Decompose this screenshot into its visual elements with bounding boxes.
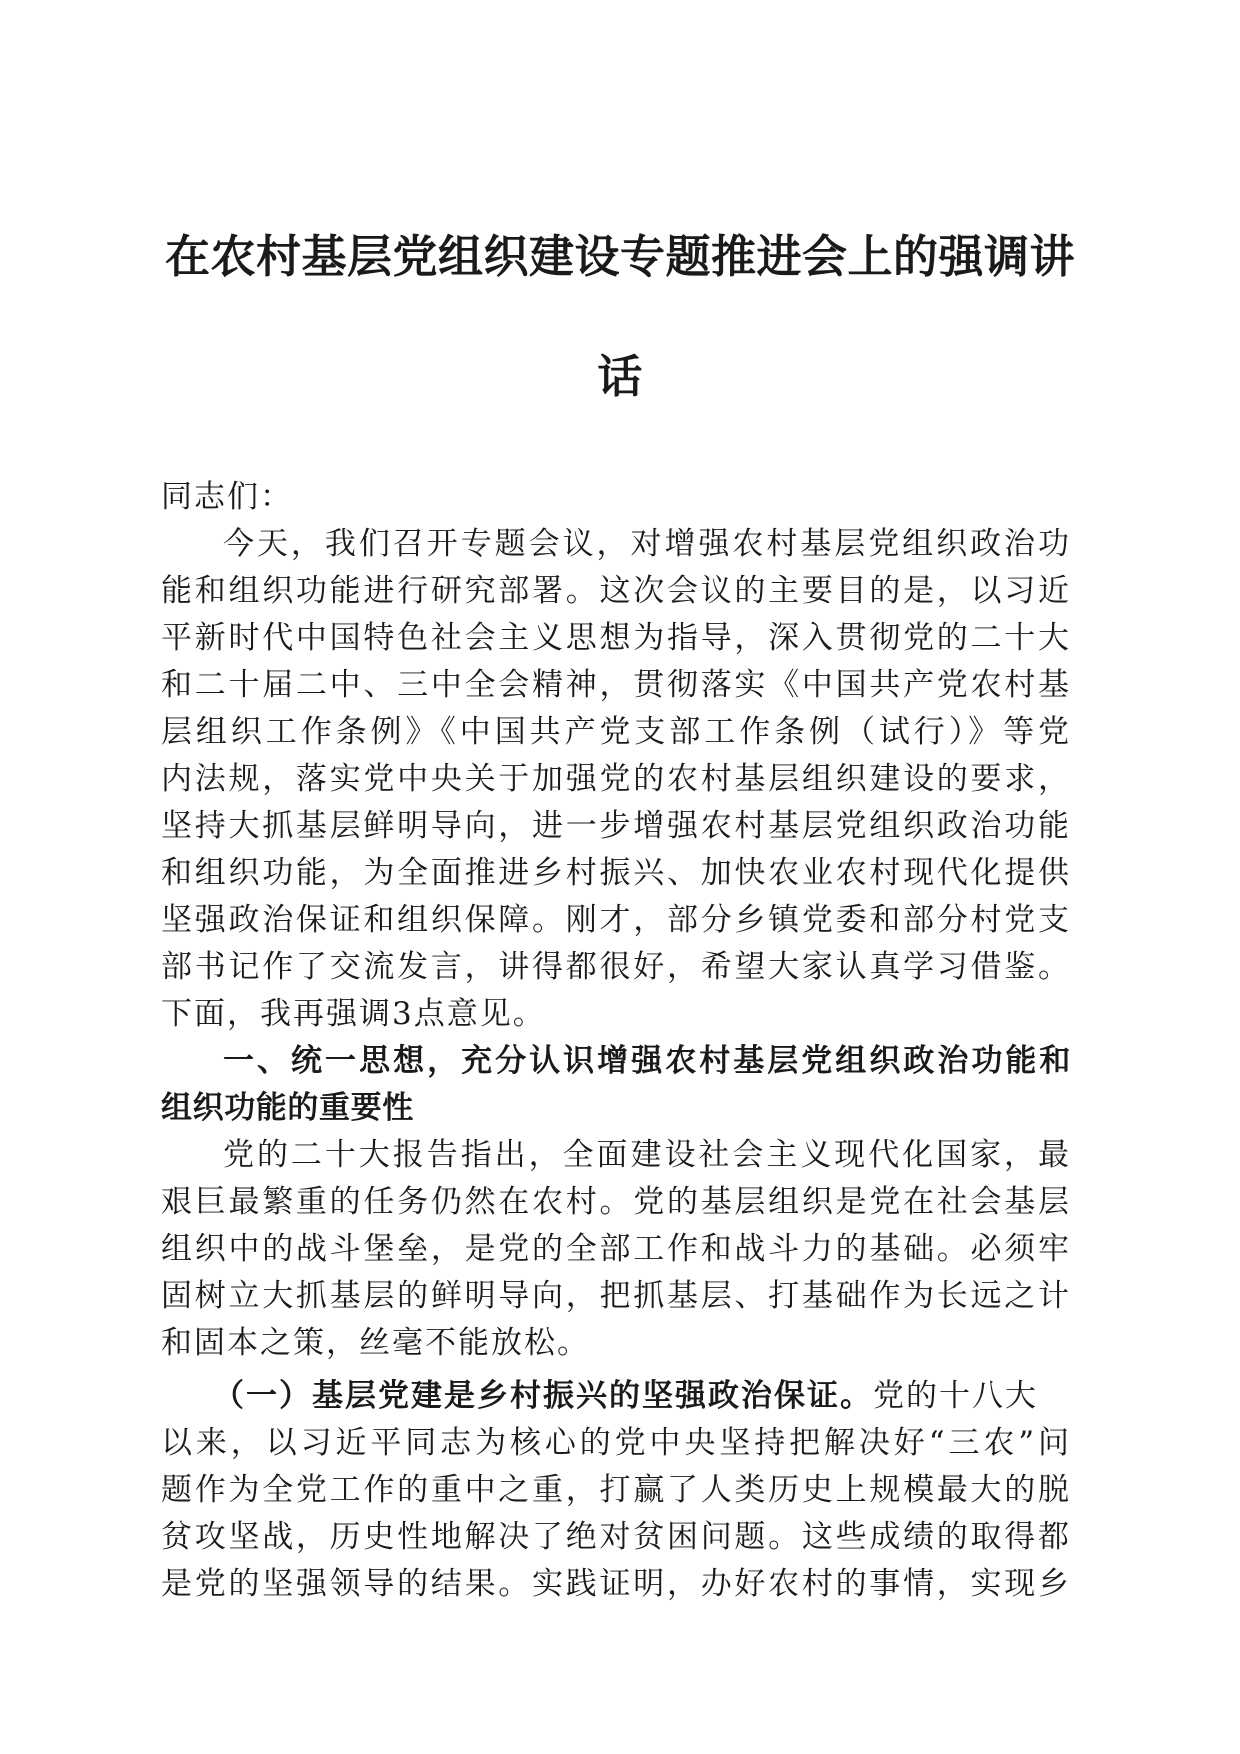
subsection-line: 题作为全党工作的重中之重，打赢了人类历史上规模最大的脱 <box>161 1472 1071 1508</box>
intro-line: 平新时代中国特色社会主义思想为指导，深入贯彻党的二十大 <box>161 620 1071 656</box>
section-paragraph-line: 组织中的战斗堡垒，是党的全部工作和战斗力的基础。必须牢 <box>161 1231 1071 1267</box>
intro-line: 和二十届二中、三中全会精神，贯彻落实《中国共产党农村基 <box>161 667 1071 703</box>
subsection-text: 党的十八大 <box>873 1378 1038 1414</box>
salutation: 同志们： <box>161 479 293 515</box>
document-title-line-1: 在农村基层党组织建设专题推进会上的强调讲 <box>164 230 1075 283</box>
intro-line: 能和组织功能进行研究部署。这次会议的主要目的是，以习近 <box>161 573 1071 609</box>
section-paragraph-line: 艰巨最繁重的任务仍然在农村。党的基层组织是党在社会基层 <box>161 1184 1071 1220</box>
document-title-line-2: 话 <box>597 350 643 403</box>
intro-line: 层组织工作条例》《中国共产党支部工作条例（试行）》等党 <box>161 714 1071 750</box>
subsection-line: 以来，以习近平同志为核心的党中央坚持把解决好“三农”问 <box>161 1425 1071 1461</box>
section-paragraph-line: 固树立大抓基层的鲜明导向，把抓基层、打基础作为长远之计 <box>161 1278 1071 1314</box>
section-heading-line: 一、统一思想，充分认识增强农村基层党组织政治功能和 <box>223 1043 1071 1079</box>
subsection-heading: （一）基层党建是乡村振兴的坚强政治保证。 <box>213 1378 873 1414</box>
intro-line: 和组织功能，为全面推进乡村振兴、加快农业农村现代化提供 <box>161 855 1071 891</box>
section-paragraph-line: 党的二十大报告指出，全面建设社会主义现代化国家，最 <box>223 1137 1071 1173</box>
intro-line: 坚强政治保证和组织保障。刚才，部分乡镇党委和部分村党支 <box>161 902 1071 938</box>
intro-line: 坚持大抓基层鲜明导向，进一步增强农村基层党组织政治功能 <box>161 808 1071 844</box>
intro-line: 部书记作了交流发言，讲得都很好，希望大家认真学习借鉴。 <box>161 949 1071 985</box>
intro-line: 内法规，落实党中央关于加强党的农村基层组织建设的要求， <box>161 761 1071 797</box>
subsection-line: 是党的坚强领导的结果。实践证明，办好农村的事情，实现乡 <box>161 1566 1071 1602</box>
section-heading-line: 组织功能的重要性 <box>161 1090 414 1126</box>
subsection-line: 贫攻坚战，历史性地解决了绝对贫困问题。这些成绩的取得都 <box>161 1519 1071 1555</box>
section-paragraph-line: 和固本之策，丝毫不能放松。 <box>161 1325 590 1361</box>
subsection-first-line <box>213 1373 1071 1419</box>
intro-line: 今天，我们召开专题会议，对增强农村基层党组织政治功 <box>223 526 1071 562</box>
intro-line: 下面，我再强调3点意见。 <box>161 996 546 1032</box>
